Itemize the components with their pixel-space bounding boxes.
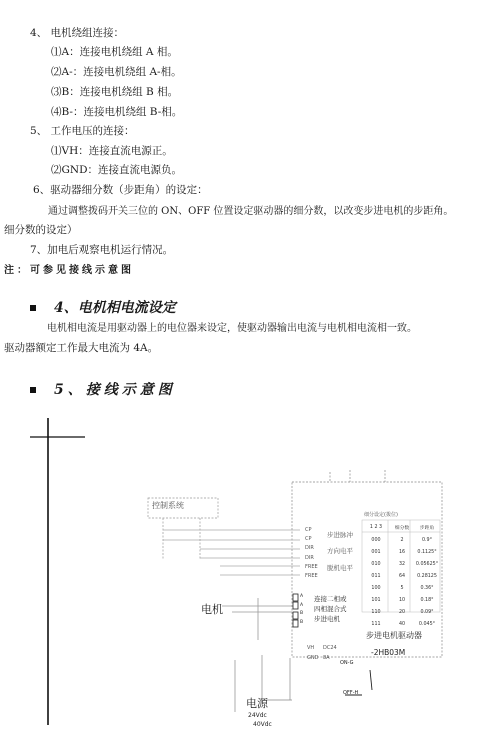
table-row	[362, 594, 440, 606]
note: 注：可参见接线示意图	[4, 265, 134, 276]
table-row	[362, 558, 440, 570]
table-cell-step-angle: 0.18°	[420, 597, 434, 603]
power-pin-description	[323, 643, 337, 663]
table-cell-subdivision: 2	[400, 537, 404, 543]
step-5-item-2: ⑵GND：连接直流电源负。	[51, 164, 182, 176]
table-row	[362, 606, 440, 618]
table-cell-subdivision: 5	[400, 585, 404, 591]
power-label: 电源	[246, 697, 268, 710]
power-desc-line-1: DC24	[323, 645, 337, 651]
motor-desc-line-2: 四相混合式	[314, 605, 347, 613]
pulse-label: 步进脉冲	[327, 531, 353, 539]
section-4-heading-text: 4、电机相电流设定	[54, 300, 176, 316]
direction-label: 方向电平	[327, 547, 353, 555]
power-pin-gnd: GND	[307, 655, 319, 661]
table-cell-dip: 011	[371, 573, 381, 579]
table-cell-dip: 111	[371, 621, 381, 627]
step-6-body-line-2: 细分数的设定）	[4, 224, 78, 236]
step-5-title: 5、 工作电压的连接：	[30, 125, 135, 137]
subdivision-table	[362, 521, 440, 630]
step-6-title: 6、驱动器细分数（步距角）的设定：	[33, 184, 208, 196]
motor-pin-b-minus: B	[300, 619, 304, 625]
table-header-row	[362, 521, 440, 534]
table-cell-dip: 101	[371, 597, 381, 603]
table-header-dip: 1 2 3	[369, 525, 383, 530]
step-4-item-2: ⑵A-：连接电机绕组 A-相。	[51, 66, 182, 78]
pin-dir-plus: DIR	[305, 545, 314, 552]
pin-free-minus: FREE	[305, 573, 318, 580]
table-header-subdivision: 细分数	[394, 526, 410, 531]
subdivision-table-title: 细分设定(拨位)	[364, 512, 398, 518]
table-row	[362, 618, 440, 630]
step-4-item-4: ⑷B-：连接电机绕组 B-相。	[51, 106, 183, 118]
pin-dir-minus: DIR	[305, 554, 314, 561]
table-cell-subdivision: 10	[398, 597, 406, 603]
power-pin-list	[307, 643, 318, 663]
power-desc-line-2: 8A	[323, 655, 330, 661]
step-4-item-1: ⑴A：连接电机绕组 A 相。	[51, 46, 178, 58]
table-cell-dip: 001	[371, 549, 381, 555]
table-cell-dip: 000	[371, 537, 381, 543]
power-voltage-2: 40Vdc	[253, 721, 272, 728]
section-4-body-line-2: 驱动器额定工作最大电流为 4A。	[4, 342, 159, 354]
on-label: ON-G	[340, 660, 354, 666]
table-cell-step-angle: 0.045°	[418, 621, 436, 627]
table-header-step-angle: 步距角	[419, 526, 435, 531]
table-cell-step-angle: 0.9°	[421, 537, 433, 543]
power-pin-vh: VH	[307, 645, 315, 651]
table-row	[362, 534, 440, 546]
motor-pin-a: A	[300, 594, 304, 599]
table-cell-step-angle: 0.09°	[420, 609, 434, 615]
section-5-heading-text: 5、接线示意图	[54, 382, 176, 398]
table-cell-subdivision: 40	[398, 621, 406, 627]
motor-pin-list	[300, 593, 303, 627]
pin-free-plus: FREE	[305, 563, 318, 570]
table-cell-step-angle: 0.1125°	[417, 549, 437, 555]
table-cell-dip: 010	[371, 561, 381, 567]
control-system-label: 控制系统	[152, 501, 184, 510]
step-5-item-1: ⑴VH：连接直流电源正。	[51, 145, 173, 157]
signal-pin-list	[305, 526, 318, 581]
table-cell-dip: 100	[371, 585, 381, 591]
pin-cp-minus: CP	[305, 536, 312, 543]
table-cell-subdivision: 64	[398, 573, 406, 579]
motor-pin-a-minus: A	[300, 602, 304, 608]
table-cell-subdivision: 16	[398, 549, 406, 555]
table-cell-subdivision: 32	[398, 561, 406, 567]
pin-cp-plus: CP	[305, 527, 312, 533]
table-cell-dip: 110	[371, 609, 381, 615]
free-label: 脱机电平	[327, 564, 353, 572]
table-cell-step-angle: 0.28125	[417, 573, 437, 579]
table-row	[362, 546, 440, 558]
driver-name: 步进电机驱动器	[366, 631, 422, 640]
off-label: OFF-H	[343, 690, 359, 696]
motor-label: 电机	[201, 603, 223, 616]
step-7-title: 7、加电后观察电机运行情况。	[30, 244, 174, 256]
motor-desc-line-1: 连接二相或	[314, 595, 347, 603]
section-4-body-line-1: 电机相电流是用驱动器上的电位器来设定，使驱动器输出电流与电机相电流相一致。	[47, 323, 417, 334]
motor-pin-b: B	[300, 611, 304, 616]
driver-model: -2HB03M	[371, 648, 406, 657]
step-6-body-line-1: 通过调整拨码开关三位的 ON、OFF 位置设定驱动器的细分数，以改变步进电机的步距角。	[48, 206, 454, 217]
motor-desc-line-3: 步进电机	[314, 615, 340, 623]
table-row	[362, 570, 440, 582]
step-4-title: 4、 电机绕组连接：	[30, 27, 125, 39]
motor-description	[314, 594, 347, 624]
power-voltage-1: 24Vdc	[248, 712, 267, 719]
step-4-item-3: ⑶B：连接电机绕组 B 相。	[51, 86, 179, 98]
table-cell-step-angle: 0.05625°	[415, 561, 439, 567]
table-row	[362, 582, 440, 594]
table-cell-step-angle: 0.36°	[420, 585, 434, 591]
table-cell-subdivision: 20	[398, 609, 406, 615]
